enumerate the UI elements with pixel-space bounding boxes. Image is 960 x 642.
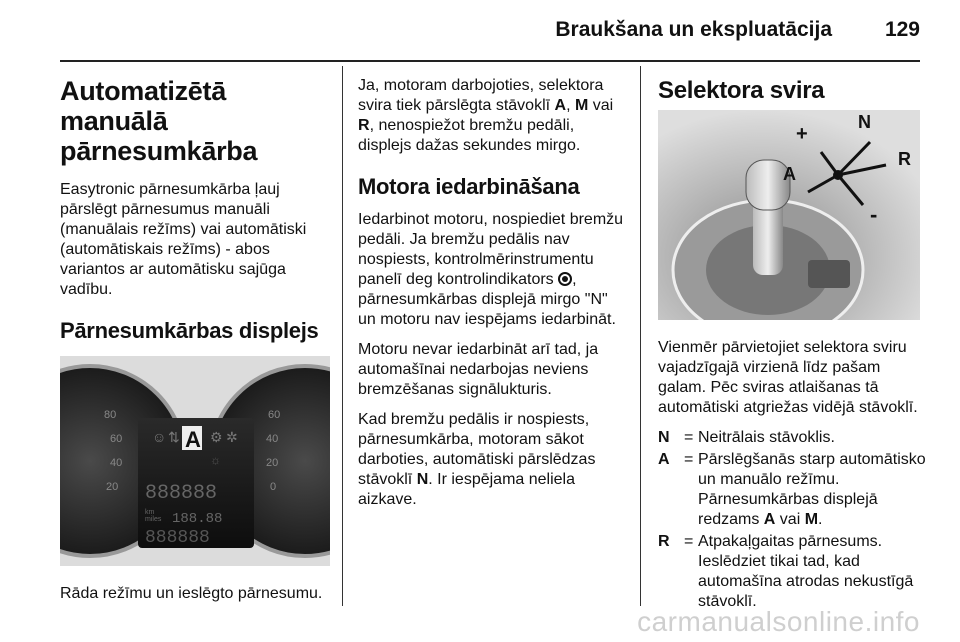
text-span: Pārslēgšanās starp automātisko un manuālo režīmu. Pārnesumkārbas displejā redzams <box>698 451 926 528</box>
bold-letter: A <box>763 511 776 528</box>
column-divider-1 <box>342 66 343 606</box>
paragraph-start-engine <box>358 210 626 330</box>
bold-letter: M <box>574 97 589 114</box>
paragraph-lever-usage: Vienmēr pārvietojiet selektora sviru vajadzīgajā virzienā līdz pašam galam. Pēc sviras atlaišanas tā automātiski atgriežas vidējā stāvoklī. <box>658 339 918 416</box>
gauge-tick: 20 <box>266 457 279 469</box>
gauge-tick: 80 <box>104 409 117 421</box>
digits-row-3: 888888 <box>145 528 210 548</box>
gauge-tick: 40 <box>266 433 279 445</box>
bold-letter: R <box>358 117 370 134</box>
label-a: A <box>783 164 796 184</box>
figure-caption: Rāda režīmu un ieslēgto pārnesumu. <box>60 585 323 602</box>
definition-value <box>698 450 928 530</box>
header-rule <box>60 60 920 62</box>
gauge-tick: 60 <box>268 409 281 421</box>
definition-eq: = <box>684 429 694 446</box>
digits-row-1: 888888 <box>145 482 218 505</box>
watermark: carmanualsonline.info <box>637 606 920 637</box>
label-n: N <box>858 112 871 132</box>
text-span: . Ir iespējama neliela aizkave. <box>358 471 575 508</box>
label-minus: - <box>870 202 878 227</box>
paragraph-brake-lights: Motoru nevar iedarbināt arī tad, ja automašīnai nedarbojas neviens bremzēšanas signālukturis. <box>358 341 599 398</box>
small-indicator-icon: ☼ <box>210 453 221 467</box>
definition-value: Atpakaļgaitas pārnesums. Ieslēdziet tikai tad, kad automašīna atrodas nekustīgā stāvoklī. <box>698 533 914 610</box>
gear-letter: A <box>185 427 201 452</box>
text-span: Iedarbinot motoru, nospiediet bremžu pedāli. Ja bremžu pedālis nav nospiests, kontrolmērinstrumentu panelī deg kontrolindikators <box>358 211 624 288</box>
page-header <box>60 14 920 42</box>
selector-heading: Selektora svira <box>658 77 825 104</box>
bold-letter: N <box>416 471 429 488</box>
mode-switch <box>808 260 850 288</box>
text-span: , pārnesumkārbas displejā mirgo "N" un motoru nav iespējams iedarbināt. <box>358 271 616 328</box>
bold-letter: M <box>804 511 819 528</box>
definition-a <box>658 450 928 530</box>
definition-n <box>658 428 928 448</box>
transmission-display-figure <box>60 356 330 566</box>
text-span: vai <box>588 97 614 114</box>
intro-paragraph: Easytronic pārnesumkārba ļauj pārslēgt pārnesumus manuāli (manuālais režīms) vai automātiski (automātiskais režīms) - abos variantos ar automātisku sajūga vadību. <box>60 181 307 298</box>
engine-start-heading: Motora iedarbināšana <box>358 174 580 199</box>
unit-miles: miles <box>145 516 162 523</box>
definition-key: A <box>658 451 670 468</box>
gauge-tick: 60 <box>110 433 123 445</box>
brake-indicator-icon <box>558 272 572 286</box>
text-span: Kad bremžu pedālis ir nospiests, pārnesumkārba, motoram sākot darboties, automātiski pārslēdzas stāvoklī <box>358 411 596 488</box>
position-definitions <box>658 428 928 612</box>
display-heading: Pārnesumkārbas displejs <box>60 318 319 343</box>
paragraph-neutral <box>358 410 626 510</box>
column-3 <box>658 68 928 614</box>
page-number: 129 <box>884 18 920 41</box>
definition-eq: = <box>684 533 694 550</box>
text-span: , <box>566 97 575 114</box>
person-icon: ☺ <box>152 429 167 445</box>
title-line-1: Automatizētā manuālā <box>60 76 226 136</box>
text-span: , nenospiežot bremžu pedāli, displejs dažas sekundes mirgo. <box>358 117 581 154</box>
bold-letter: A <box>554 97 567 114</box>
definition-key: R <box>658 533 670 550</box>
selector-lever-figure <box>658 110 920 320</box>
text-span: Ja, motoram darbojoties, selektora svira tiek pārslēgta stāvoklī <box>358 77 604 114</box>
label-plus: + <box>796 123 808 145</box>
label-r: R <box>898 149 911 169</box>
unit-km: km <box>145 509 155 516</box>
gear-indicator-icon: ⚙ <box>210 429 223 445</box>
definition-r <box>658 532 928 612</box>
title-line-2: pārnesumkārba <box>60 136 258 166</box>
definition-key: N <box>658 429 670 446</box>
gauge-tick: 20 <box>106 481 119 493</box>
gauge-tick: 0 <box>270 481 277 493</box>
definition-value: Neitrālais stāvoklis. <box>698 429 835 446</box>
coil-icon: ✲ <box>226 429 238 445</box>
gauge-tick: 40 <box>110 457 123 469</box>
paragraph-lever-warning <box>358 76 626 156</box>
column-divider-2 <box>640 66 641 606</box>
section-title: Braukšana un ekspluatācija <box>555 18 832 41</box>
lever-illustration <box>658 110 920 320</box>
column-2 <box>358 68 626 520</box>
digits-row-2: 188.88 <box>172 511 223 527</box>
text-span: vai <box>775 511 805 528</box>
arrows-icon: ⇅ <box>168 429 180 445</box>
dashboard-illustration <box>60 356 330 566</box>
text-span: . <box>818 511 823 528</box>
definition-eq: = <box>684 451 694 468</box>
column-1 <box>60 68 330 614</box>
main-title <box>60 76 330 166</box>
